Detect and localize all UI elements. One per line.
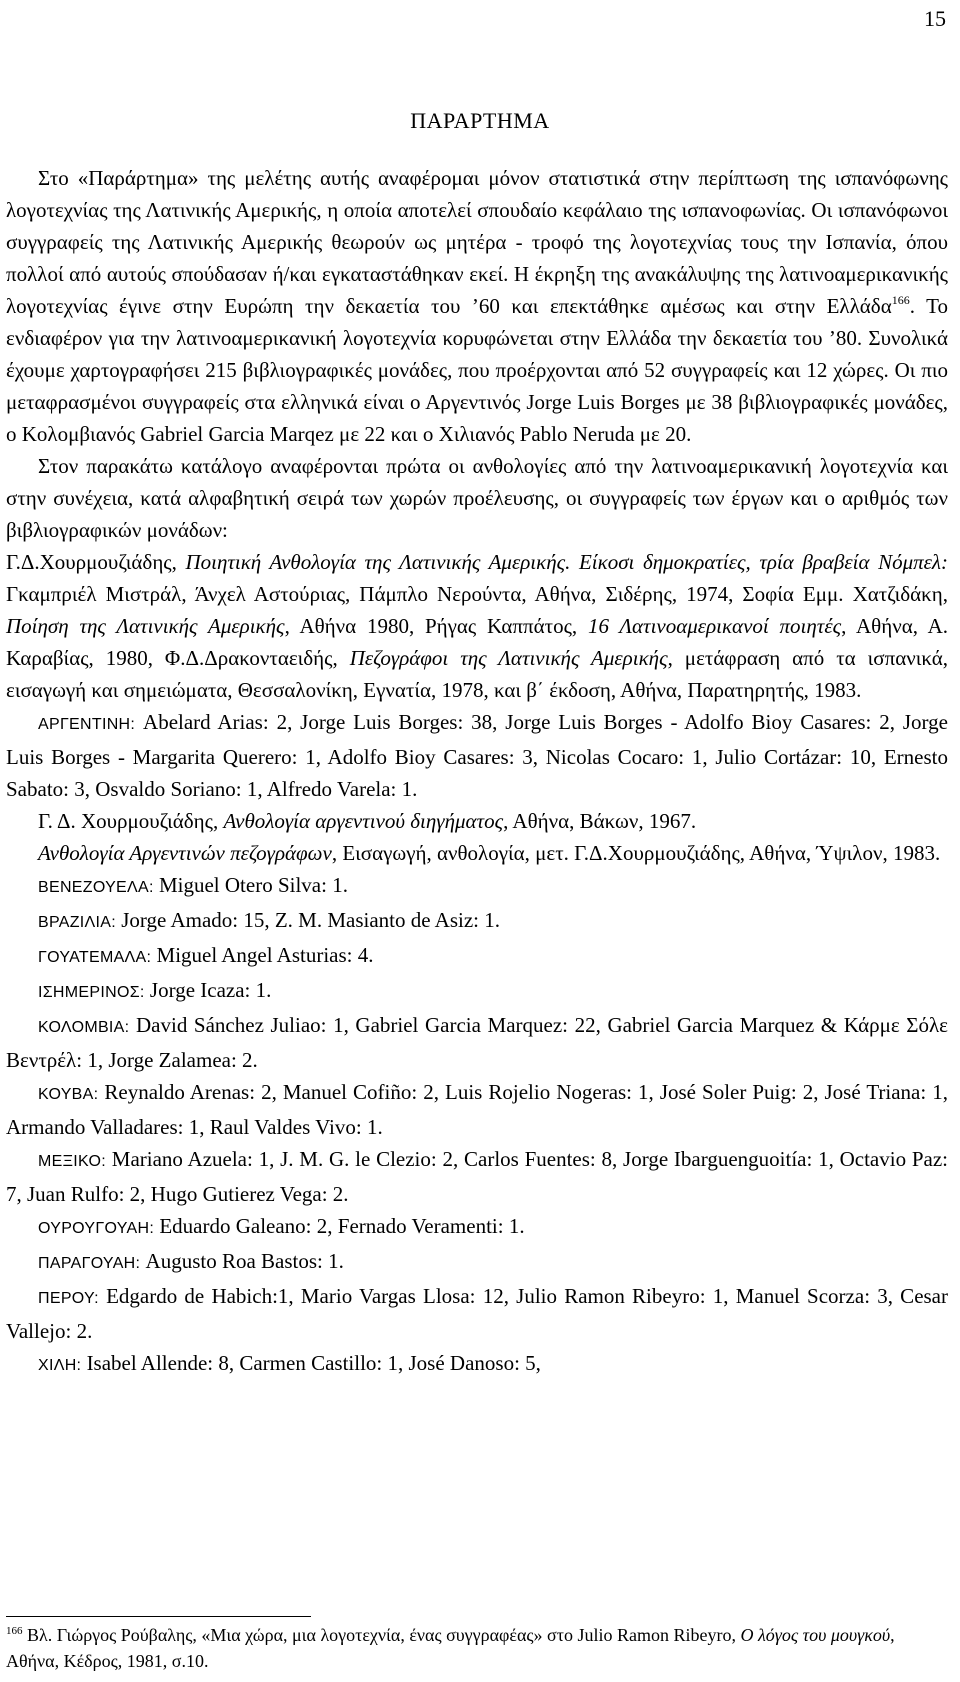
country-entry-brazil <box>6 904 948 939</box>
country-authors: Mariano Azuela: 1, J. M. G. le Clezio: 2, Carlos Fuentes: 8, Jorge Ibarguenguoitía: 1, Octavio Paz: 7, Juan Rulfo: 2, Hugo Gutierez Vega: 2. <box>6 1147 948 1206</box>
country-entry-paraguay <box>6 1245 948 1280</box>
anthology-title: Ανθολογία Αργεντινών πεζογράφων <box>38 841 332 865</box>
footnote-number: 166 <box>6 1625 23 1637</box>
anthology-title: Πεζογράφοι της Λατινικής Αμερικής <box>349 646 668 670</box>
anthology-text: , Αθήνα 1980, Ρήγας Καππάτος, <box>284 614 588 638</box>
country-entry-cuba <box>6 1076 948 1143</box>
country-name: ΓΟΥΑΤΕΜΑΛΑ: <box>38 949 152 966</box>
country-authors: Isabel Allende: 8, Carmen Castillo: 1, José Danoso: 5, <box>81 1351 541 1375</box>
country-authors: Edgardo de Habich:1, Mario Vargas Llosa: 12, Julio Ramon Ribeyro: 1, Manuel Scorza: 3, Cesar Vallejo: 2. <box>6 1284 948 1343</box>
anthology-title: Ανθολογία αργεντινού διηγήματος <box>223 809 504 833</box>
country-entry-guatemala <box>6 939 948 974</box>
intro-text-2: . Το ενδιαφέρον για την λατινοαμερικανική λογοτεχνία κορυφώνεται στην Ελλάδα την δεκαετία του ’80. Συνολικά έχουμε χαρτογραφήσει 215 βιβλιογραφικές μονάδες, που προέρχονται από 52 συγγραφείς και 12 χώρες. Οι πιο μεταφρασμένοι συγγραφείς στα ελληνικά είναι ο Αργεντινός Jorge Luis Borges με 38 βιβλιογραφικές μονάδες, ο Κολομβιανός Gabriel Garcia Marqez με 22 και ο Χιλιανός Pablo Neruda με 20. <box>6 294 948 446</box>
country-entry-chile <box>6 1347 948 1382</box>
footnote-text: , Αθήνα, Κέδρος, 1981, σ.10. <box>6 1625 895 1671</box>
country-entry-venezuela <box>6 869 948 904</box>
argentina-anthology-1 <box>6 805 948 837</box>
country-name: ΙΣΗΜΕΡΙΝΟΣ: <box>38 984 145 1001</box>
anthologies-paragraph <box>6 546 948 706</box>
anthology-text: , Αθήνα, Βάκων, 1967. <box>503 809 697 833</box>
intro-paragraph <box>6 162 948 450</box>
country-entry-peru <box>6 1280 948 1347</box>
country-entry-uruguay <box>6 1210 948 1245</box>
country-entry-argentina <box>6 706 948 805</box>
country-name: ΚΟΛΟΜΒΙΑ: <box>38 1019 130 1036</box>
anthology-text: , Εισαγωγή, ανθολογία, μετ. Γ.Δ.Χουρμουζιάδης, Αθήνα, Ύψιλον, 1983. <box>331 841 941 865</box>
footnote <box>6 1622 948 1674</box>
anthology-text: , Αθήνα, Α. Καραβίας, 1980, Φ.Δ.Δρακονταειδής, <box>6 614 949 670</box>
anthology-title: 16 Λατινοαμερικανοί ποιητές <box>587 614 842 638</box>
country-name: ΧΙΛΗ: <box>38 1357 82 1374</box>
country-authors: Eduardo Galeano: 2, Fernado Veramenti: 1. <box>154 1214 525 1238</box>
country-name: ΒΡΑΖΙΛΙΑ: <box>38 914 116 931</box>
country-authors: Miguel Otero Silva: 1. <box>153 873 348 897</box>
catalog-intro-paragraph: Στον παρακάτω κατάλογο αναφέρονται πρώτα οι ανθολογίες από την λατινοαμερικανική λογοτεχνία και στην συνέχεια, κατά αλφαβητική σειρά των χωρών προέλευσης, οι συγγραφείς των έργων και ο αριθμός των βιβλιογραφικών μονάδων: <box>6 454 948 542</box>
footnote-book-title: Ο λόγος του μουγκού <box>740 1625 891 1645</box>
country-authors: Miguel Angel Asturias: 4. <box>151 943 374 967</box>
footnote-text: Βλ. Γιώργος Ρούβαλης, «Μια χώρα, μια λογοτεχνία, ένας συγγραφέας» στο Julio Ramon Ribeyro, <box>22 1625 741 1645</box>
country-entry-ecuador <box>6 974 948 1009</box>
country-name: ΟΥΡΟΥΓΟΥΑΗ: <box>38 1220 155 1237</box>
country-authors: Abelard Arias: 2, Jorge Luis Borges: 38, Jorge Luis Borges - Adolfo Bioy Casares: 2, Jorge Luis Borges - Margarita Querero: 1, Adolfo Bioy Casares: 3, Nicolas Cocaro: 1, Julio Cortázar: 10, Ernesto Sabato: 3, Osvaldo Soriano: 1, Alfredo Varela: 1. <box>6 710 948 801</box>
country-authors: David Sánchez Juliao: 1, Gabriel Garcia Marquez: 22, Gabriel Garcia Marquez & Κάρμε Σόλε Βεντρέλ: 1, Jorge Zalamea: 2. <box>6 1013 948 1072</box>
country-authors: Jorge Amado: 15, Z. M. Masianto de Asiz: 1. <box>116 908 500 932</box>
country-entry-mexico <box>6 1143 948 1210</box>
anthology-text: Γκαμπριέλ Μιστράλ, Άνχελ Αστούριας, Πάμπλο Νερούντα, Αθήνα, Σιδέρης, 1974, Σοφία Εμμ. Χατζιδάκη, <box>6 582 948 606</box>
footnote-reference: 166 <box>891 293 910 307</box>
country-authors: Jorge Icaza: 1. <box>144 978 272 1002</box>
country-name: ΒΕΝΕΖΟΥΕΛΑ: <box>38 879 154 896</box>
anthology-title: Ποίηση της Λατινικής Αμερικής <box>6 614 285 638</box>
main-text <box>6 162 948 1382</box>
country-name: ΠΑΡΑΓΟΥΑΗ: <box>38 1255 141 1272</box>
country-name: ΚΟΥΒΑ: <box>38 1086 99 1103</box>
page-number: 15 <box>924 6 946 31</box>
country-authors: Reynaldo Arenas: 2, Manuel Cofiño: 2, Luis Rojelio Nogeras: 1, José Soler Puig: 2, José Triana: 1, Armando Valladares: 1, Raul Valdes Vivo: 1. <box>6 1080 948 1139</box>
anthology-text: , μετάφραση από τα ισπανικά, εισαγωγή και σημειώματα, Θεσσαλονίκη, Εγνατία, 1978, και β΄ έκδοση, Αθήνα, Παρατηρητής, 1983. <box>6 646 948 702</box>
country-authors: Augusto Roa Bastos: 1. <box>140 1249 344 1273</box>
anthology-text: Γ. Δ. Χουρμουζιάδης, <box>38 809 224 833</box>
country-name: ΜΕΞΙΚΟ: <box>38 1153 107 1170</box>
country-name: ΠΕΡΟΥ: <box>38 1290 99 1307</box>
anthology-text: Γ.Δ.Χουρμουζιάδης, <box>6 550 186 574</box>
anthology-title: Ποιητική Ανθολογία της Λατινικής Αμερικής. Είκοσι δημοκρατίες, τρία βραβεία Νόμπελ: <box>185 550 949 574</box>
page-title: ΠΑΡΑΡΤΗΜΑ <box>410 108 550 133</box>
argentina-anthology-2 <box>6 837 948 869</box>
intro-text-1: Στο «Παράρτημα» της μελέτης αυτής αναφέρομαι μόνον στατιστικά στην περίπτωση της ισπανόφωνης λογοτεχνίας της Λατινικής Αμερικής, η οποία αποτελεί σπουδαίο κεφάλαιο της ισπανοφωνίας. Οι ισπανόφωνοι συγγραφείς της Λατινικής Αμερικής θεωρούν ως μητέρα - τροφό της λογοτεχνίας τους την Ισπανία, όπου πολλοί από αυτούς σπούδασαν ή/και εγκαταστάθηκαν εκεί. Η έκρηξη της ανακάλυψης της λατινοαμερικανικής λογοτεχνίας έγινε στην Ευρώπη την δεκαετία του ’60 και επεκτάθηκε αμέσως και στην Ελλάδα <box>6 166 948 318</box>
footnote-divider <box>6 1616 311 1617</box>
country-name: ΑΡΓΕΝΤΙΝΗ: <box>38 716 136 733</box>
country-entry-colombia <box>6 1009 948 1076</box>
